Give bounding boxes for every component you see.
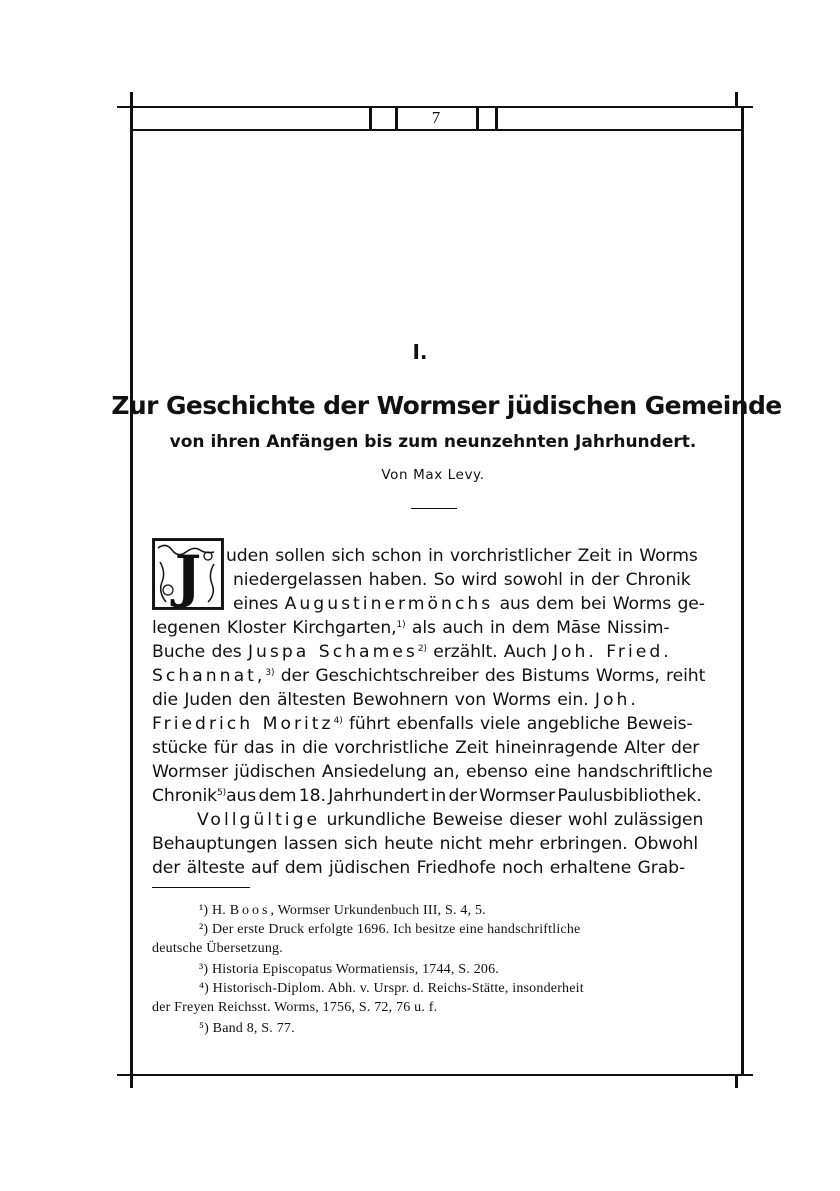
divider <box>411 508 457 509</box>
footnote: ³) Historia Episcopatus Wormatiensis, 1744, S. 206. <box>199 962 499 977</box>
body-line: der älteste auf dem jüdischen Friedhofe noch erhaltene Grab- <box>152 858 686 878</box>
corner-tick <box>735 92 738 106</box>
body-line: Vollgültige urkundliche Beweise dieser wohl zulässigen <box>197 810 704 830</box>
body-line: Behauptungen lassen sich heute nicht mehr erbringen. Obwohl <box>152 834 699 854</box>
part-number: I. <box>412 340 428 364</box>
footnote-ref: 3) <box>265 668 275 678</box>
ornament-icon <box>152 538 224 610</box>
body-line: Chronik$^{5)}$aus dem 18. Jahrhundert in der Wormser Paulusbibliothek. <box>152 786 702 806</box>
footnote: der Freyen Reichsst. Worms, 1756, S. 72, 76 u. f. <box>152 1000 438 1015</box>
footnote-ref: 4) <box>333 716 343 726</box>
body-line: Wormser jüdischen Ansiedelung an, ebenso eine handschriftliche <box>152 762 713 782</box>
article-subtitle: von ihren Anfängen bis zum neunzehnten Jahrhundert. <box>169 432 697 452</box>
footnote-ref: 1) <box>396 620 406 630</box>
body-line: Schannat,$^{3)}$ der Geschichtschreiber des Bistums Worms, reiht <box>152 666 706 686</box>
author-line: Von Max Levy. <box>381 467 485 483</box>
body-line: legenen Kloster Kirchgarten,$^{1)}$ als auch in dem Māse Nissim- <box>152 618 670 638</box>
footnote-ref: 2) <box>417 644 427 654</box>
corner-tick <box>130 92 133 106</box>
corner-tick <box>735 1076 738 1088</box>
body-line: Friedrich Moritz$^{4)}$ führt ebenfalls viele angebliche Beweis- <box>152 714 693 734</box>
page-number: 7 <box>431 108 441 127</box>
header-rule-bottom <box>130 129 741 131</box>
footnote: ⁴) Historisch-Diplom. Abh. v. Urspr. d. Reichs-Stätte, insonderheit <box>199 981 584 996</box>
footnote-ref: 5) <box>217 788 227 798</box>
footnote: ⁵) Band 8, S. 77. <box>199 1021 295 1036</box>
body-line: niedergelassen haben. So wird sowohl in der Chronik <box>233 570 691 590</box>
header-divider <box>495 108 498 129</box>
body-line: Buche des Juspa Schames$^{2)}$ erzählt. Auch Joh. Fried. <box>152 642 672 662</box>
article-title: Zur Geschichte der Wormser jüdischen Gemeinde <box>111 391 782 420</box>
body-line: eines Augustinermönchs aus dem bei Worms ge- <box>233 594 705 614</box>
dropcap-letter: J <box>174 544 202 610</box>
footnote: ²) Der erste Druck erfolgte 1696. Ich besitze eine handschriftliche <box>199 922 581 937</box>
body-line: stücke für das in die vorchristliche Zeit hineinragende Alter der <box>152 738 700 758</box>
footnote: deutsche Übersetzung. <box>152 941 283 956</box>
corner-tick <box>130 1076 133 1088</box>
body-line: die Juden den ältesten Bewohnern von Worms ein. Joh. <box>152 690 639 710</box>
footer-rule <box>117 1074 753 1076</box>
decorated-initial <box>152 538 224 610</box>
footnote-rule <box>152 887 250 888</box>
header-divider <box>369 108 372 129</box>
footnote: ¹) H. Boos, Wormser Urkundenbuch III, S. 4, 5. <box>199 903 486 918</box>
body-line: uden sollen sich schon in vorchristlicher Zeit in Worms <box>226 546 698 566</box>
